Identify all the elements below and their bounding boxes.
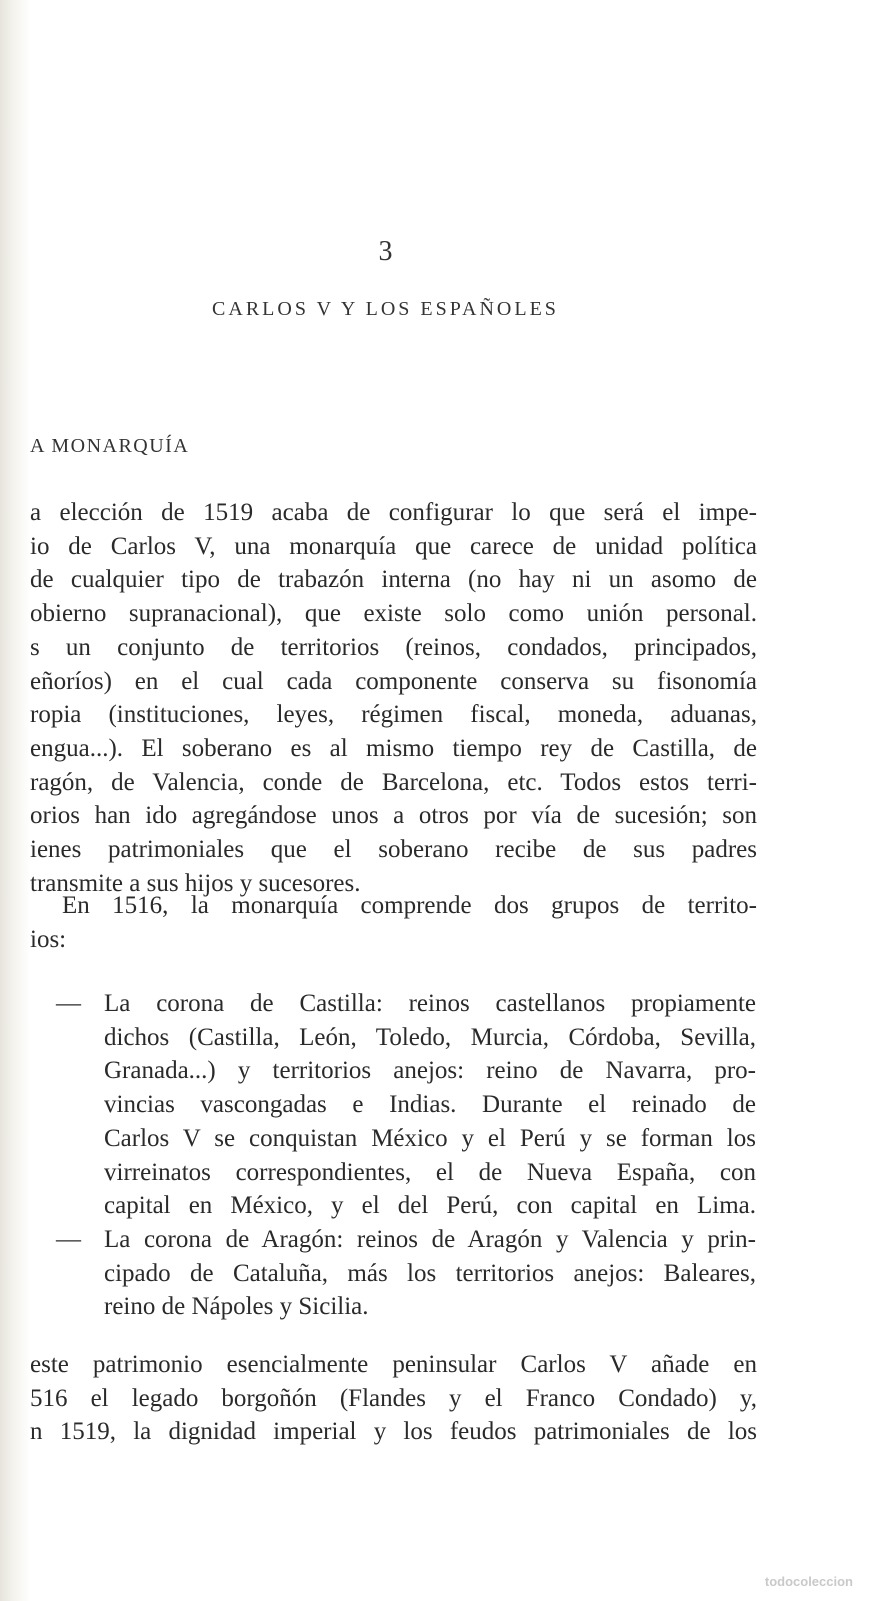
paragraph-3 [30,1348,757,1449]
text-line: cipado de Cataluña, más los territorios anejos: Baleares, [104,1259,756,1287]
chapter-number: 3 [378,236,393,267]
text-line: Granada...) y territorios anejos: reino de Navarra, pro- [104,1057,756,1085]
text-line: Carlos V se conquistan México y el Perú y se forman los [104,1124,756,1152]
territory-list [56,987,756,1324]
text-line: io de Carlos V, una monarquía que carece de unidad política [30,532,757,560]
text-line: virreinatos correspondientes, el de Nueva España, con [104,1158,756,1186]
text-line: transmite a sus hijos y sucesores. [30,869,361,897]
text-line: 516 el legado borgoñón (Flandes y el Franco Condado) y, [30,1384,757,1412]
text-line: capital en México, y el del Perú, con capital en Lima. [104,1192,756,1220]
chapter-title: CARLOS V Y LOS ESPAÑOLES [212,298,559,320]
section-heading: A MONARQUÍA [30,435,190,457]
text-line: a elección de 1519 acaba de configurar lo que será el impe- [30,499,757,526]
text-line: engua...). El soberano es al mismo tiempo rey de Castilla, de [30,734,757,762]
list-item-castilla [56,987,756,1223]
text-line: dichos (Castilla, León, Toledo, Murcia, Córdoba, Sevilla, [104,1023,756,1051]
list-dash: — [56,1225,81,1253]
list-item-aragon [56,1223,756,1324]
text-line: obierno supranacional), que existe solo como unión personal. [30,600,757,628]
text-line: este patrimonio esencialmente peninsular Carlos V añade en [30,1351,757,1378]
text-line: vincias vascongadas e Indias. Durante el reinado de [104,1091,756,1119]
text-line: ragón, de Valencia, conde de Barcelona, etc. Todos estos terri- [30,768,757,796]
text-line: En 1516, la monarquía comprende dos grupos de territo- [62,892,757,919]
watermark-logo: todocoleccion [764,1574,853,1589]
text-line: n 1519, la dignidad imperial y los feudos patrimoniales de los [30,1418,757,1446]
text-line: reino de Nápoles y Sicilia. [104,1293,369,1321]
text-line: ienes patrimoniales que el soberano recibe de sus padres [30,836,757,864]
text-line: ropia (instituciones, leyes, régimen fiscal, moneda, aduanas, [30,701,757,729]
text-line: de cualquier tipo de trabazón interna (no hay ni un asomo de [30,566,757,594]
paragraph-1 [30,496,757,900]
text-line: ios: [30,925,67,953]
paragraph-2 [30,889,757,956]
text-line: La corona de Castilla: reinos castellanos propiamente [104,990,756,1017]
text-line: eñoríos) en el cual cada componente conserva su fisonomía [30,667,757,695]
text-line: s un conjunto de territorios (reinos, condados, principados, [30,633,757,661]
text-line: La corona de Aragón: reinos de Aragón y Valencia y prin- [104,1225,756,1253]
text-line: orios han ido agregándose unos a otros por vía de sucesión; son [30,802,757,830]
list-dash: — [56,990,81,1017]
